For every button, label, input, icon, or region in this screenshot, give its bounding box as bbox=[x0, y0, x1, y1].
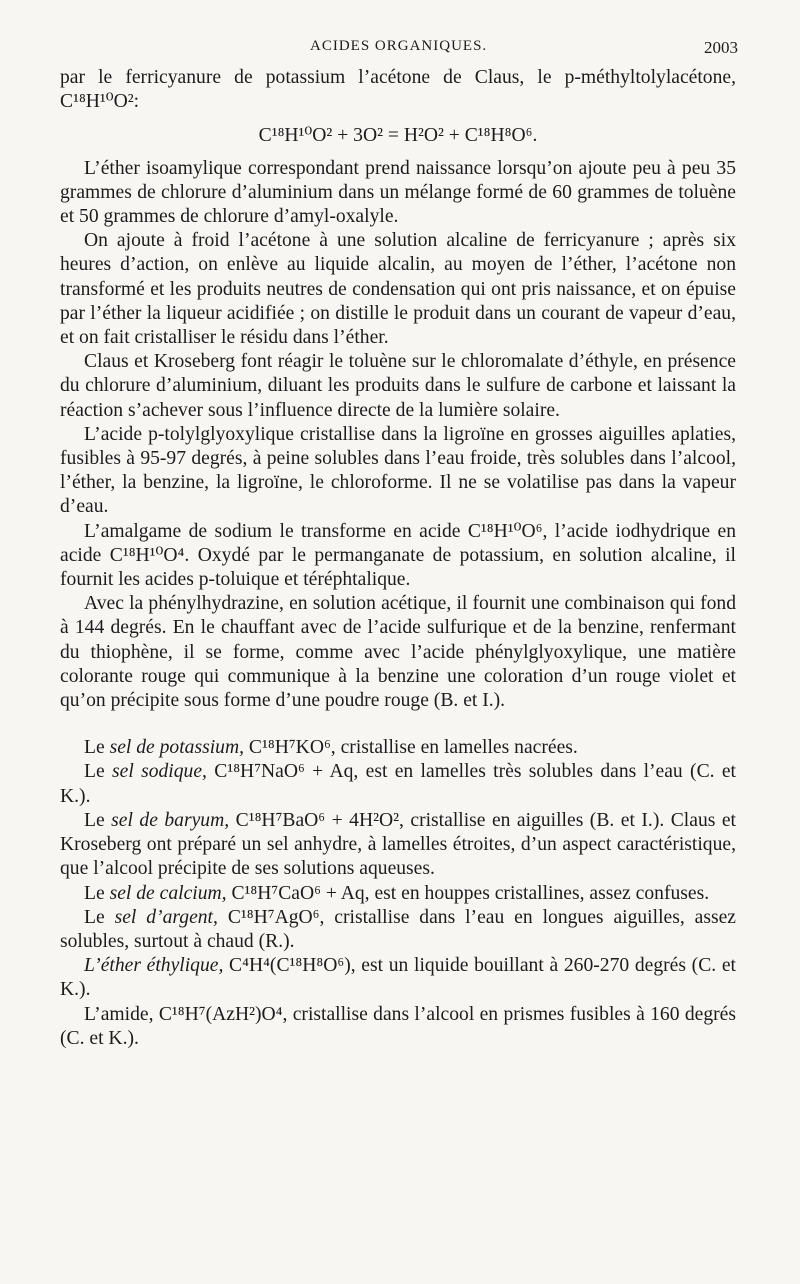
body-text bbox=[60, 66, 736, 1051]
running-header bbox=[60, 34, 738, 60]
salt-entry-silver: Le sel d’argent, C¹⁸H⁷AgO⁶, cristallise dans l’eau en longues aiguilles, assez solubles, surtout à chaud (R.). bbox=[60, 906, 736, 952]
salt-entry-sodium: Le sel sodique, C¹⁸H⁷NaO⁶ + Aq, est en lamelles très solubles dans l’eau (C. et K.). bbox=[60, 761, 737, 807]
amide-entry: L’amide, C¹⁸H⁷(AzH²)O⁴, cristallise dans l’alcool en prismes fusibles à 160 degrés (C. et K.). bbox=[60, 1003, 736, 1049]
paragraph: L’amalgame de sodium le transforme en acide C¹⁸H¹⁰O⁶, l’acide iodhydrique en acide C¹⁸H¹⁰O⁴. Oxydé par le permanganate de potassium, en solution alcaline, il fournit les acides p-toluique et téréphtalique. bbox=[60, 520, 736, 591]
salt-name: sel de potassium, bbox=[109, 737, 245, 759]
running-title: ACIDES ORGANIQUES. bbox=[310, 38, 488, 54]
ester-entry-ethyl: L’éther éthylique, C⁴H⁴(C¹⁸H⁸O⁶), est un liquide bouillant à 260-270 degrés (C. et K.). bbox=[60, 955, 737, 1001]
page-number: 2003 bbox=[704, 38, 738, 57]
paragraph: Claus et Kroseberg font réagir le toluène sur le chloromalate d’éthyle, en présence du chlorure d’aluminium, diluant les produits dans le sulfure de carbone et laissant la réaction s’achever sous l’influence directe de la lumière solaire. bbox=[60, 351, 736, 421]
paragraph: par le ferricyanure de potassium l’acétone de Claus, le p-méthyltolylacétone, C¹⁸H¹⁰O²: bbox=[60, 67, 736, 113]
salt-entry-barium: Le sel de baryum, C¹⁸H⁷BaO⁶ + 4H²O², cristallise en aiguilles (B. et I.). Claus et Kroseberg ont préparé un sel anhydre, à lamelles étroites, d’un aspect caractéristique, que l’alcool précipite de ses solutions aqueuses. bbox=[60, 809, 736, 880]
paragraph: L’éther isoamylique correspondant prend naissance lorsqu’on ajoute peu à peu 35 grammes de chlorure d’aluminium dans un mélange formé de 60 grammes de toluène et 50 grammes de chlorure d’amyl-oxalyle. bbox=[60, 157, 736, 228]
salt-name: sel de baryum, bbox=[111, 809, 230, 831]
paragraph: L’acide p-tolylglyoxylique cristallise dans la ligroïne en grosses aiguilles aplaties, fusibles à 95-97 degrés, à peine solubles dans l’eau froide, très solubles dans l’alcool, l’éther, la benzine, la ligroïne, le chloroforme. Il ne se volatilise pas dans la vapeur d’eau. bbox=[60, 423, 736, 518]
chemical-equation: C¹⁸H¹⁰O² + 3O² = H²O² + C¹⁸H⁸O⁶. bbox=[258, 125, 538, 147]
paragraph: Avec la phénylhydrazine, en solution acétique, il fournit une combinaison qui fond à 144 degrés. En le chauffant avec de l’acide sulfurique et de la benzine, renfermant du thiophène, il se forme, comme avec l’acide phénylglyoxylique, une matière colorante rouge qui communique à la benzine une coloration d’un rouge violet et qu’on précipite sous forme d’une poudre rouge (B. et I.). bbox=[60, 593, 736, 712]
salt-name: sel sodique, bbox=[112, 761, 207, 783]
salt-entry-calcium: Le sel de calcium, C¹⁸H⁷CaO⁶ + Aq, est en houppes cristallines, assez confuses. bbox=[84, 882, 710, 904]
salt-name: sel de calcium, bbox=[109, 882, 227, 904]
salt-entry-potassium: Le sel de potassium, C¹⁸H⁷KO⁶, cristallise en lamelles nacrées. bbox=[84, 737, 578, 759]
salt-name: sel d’argent, bbox=[114, 906, 218, 928]
ester-name: L’éther éthylique, bbox=[84, 955, 224, 977]
section-gap bbox=[60, 713, 736, 736]
paragraph: On ajoute à froid l’acétone à une solution alcaline de ferricyanure ; après six heures d’action, on enlève au liquide alcalin, au moyen de l’éther, l’acétone non transformé et les produits neutres de condensation qui ont pris naissance, et on épuise par l’éther la liqueur acidifiée ; on distille le produit dans un courant de vapeur d’eau, et on fait cristalliser le résidu dans l’éther. bbox=[60, 230, 736, 349]
